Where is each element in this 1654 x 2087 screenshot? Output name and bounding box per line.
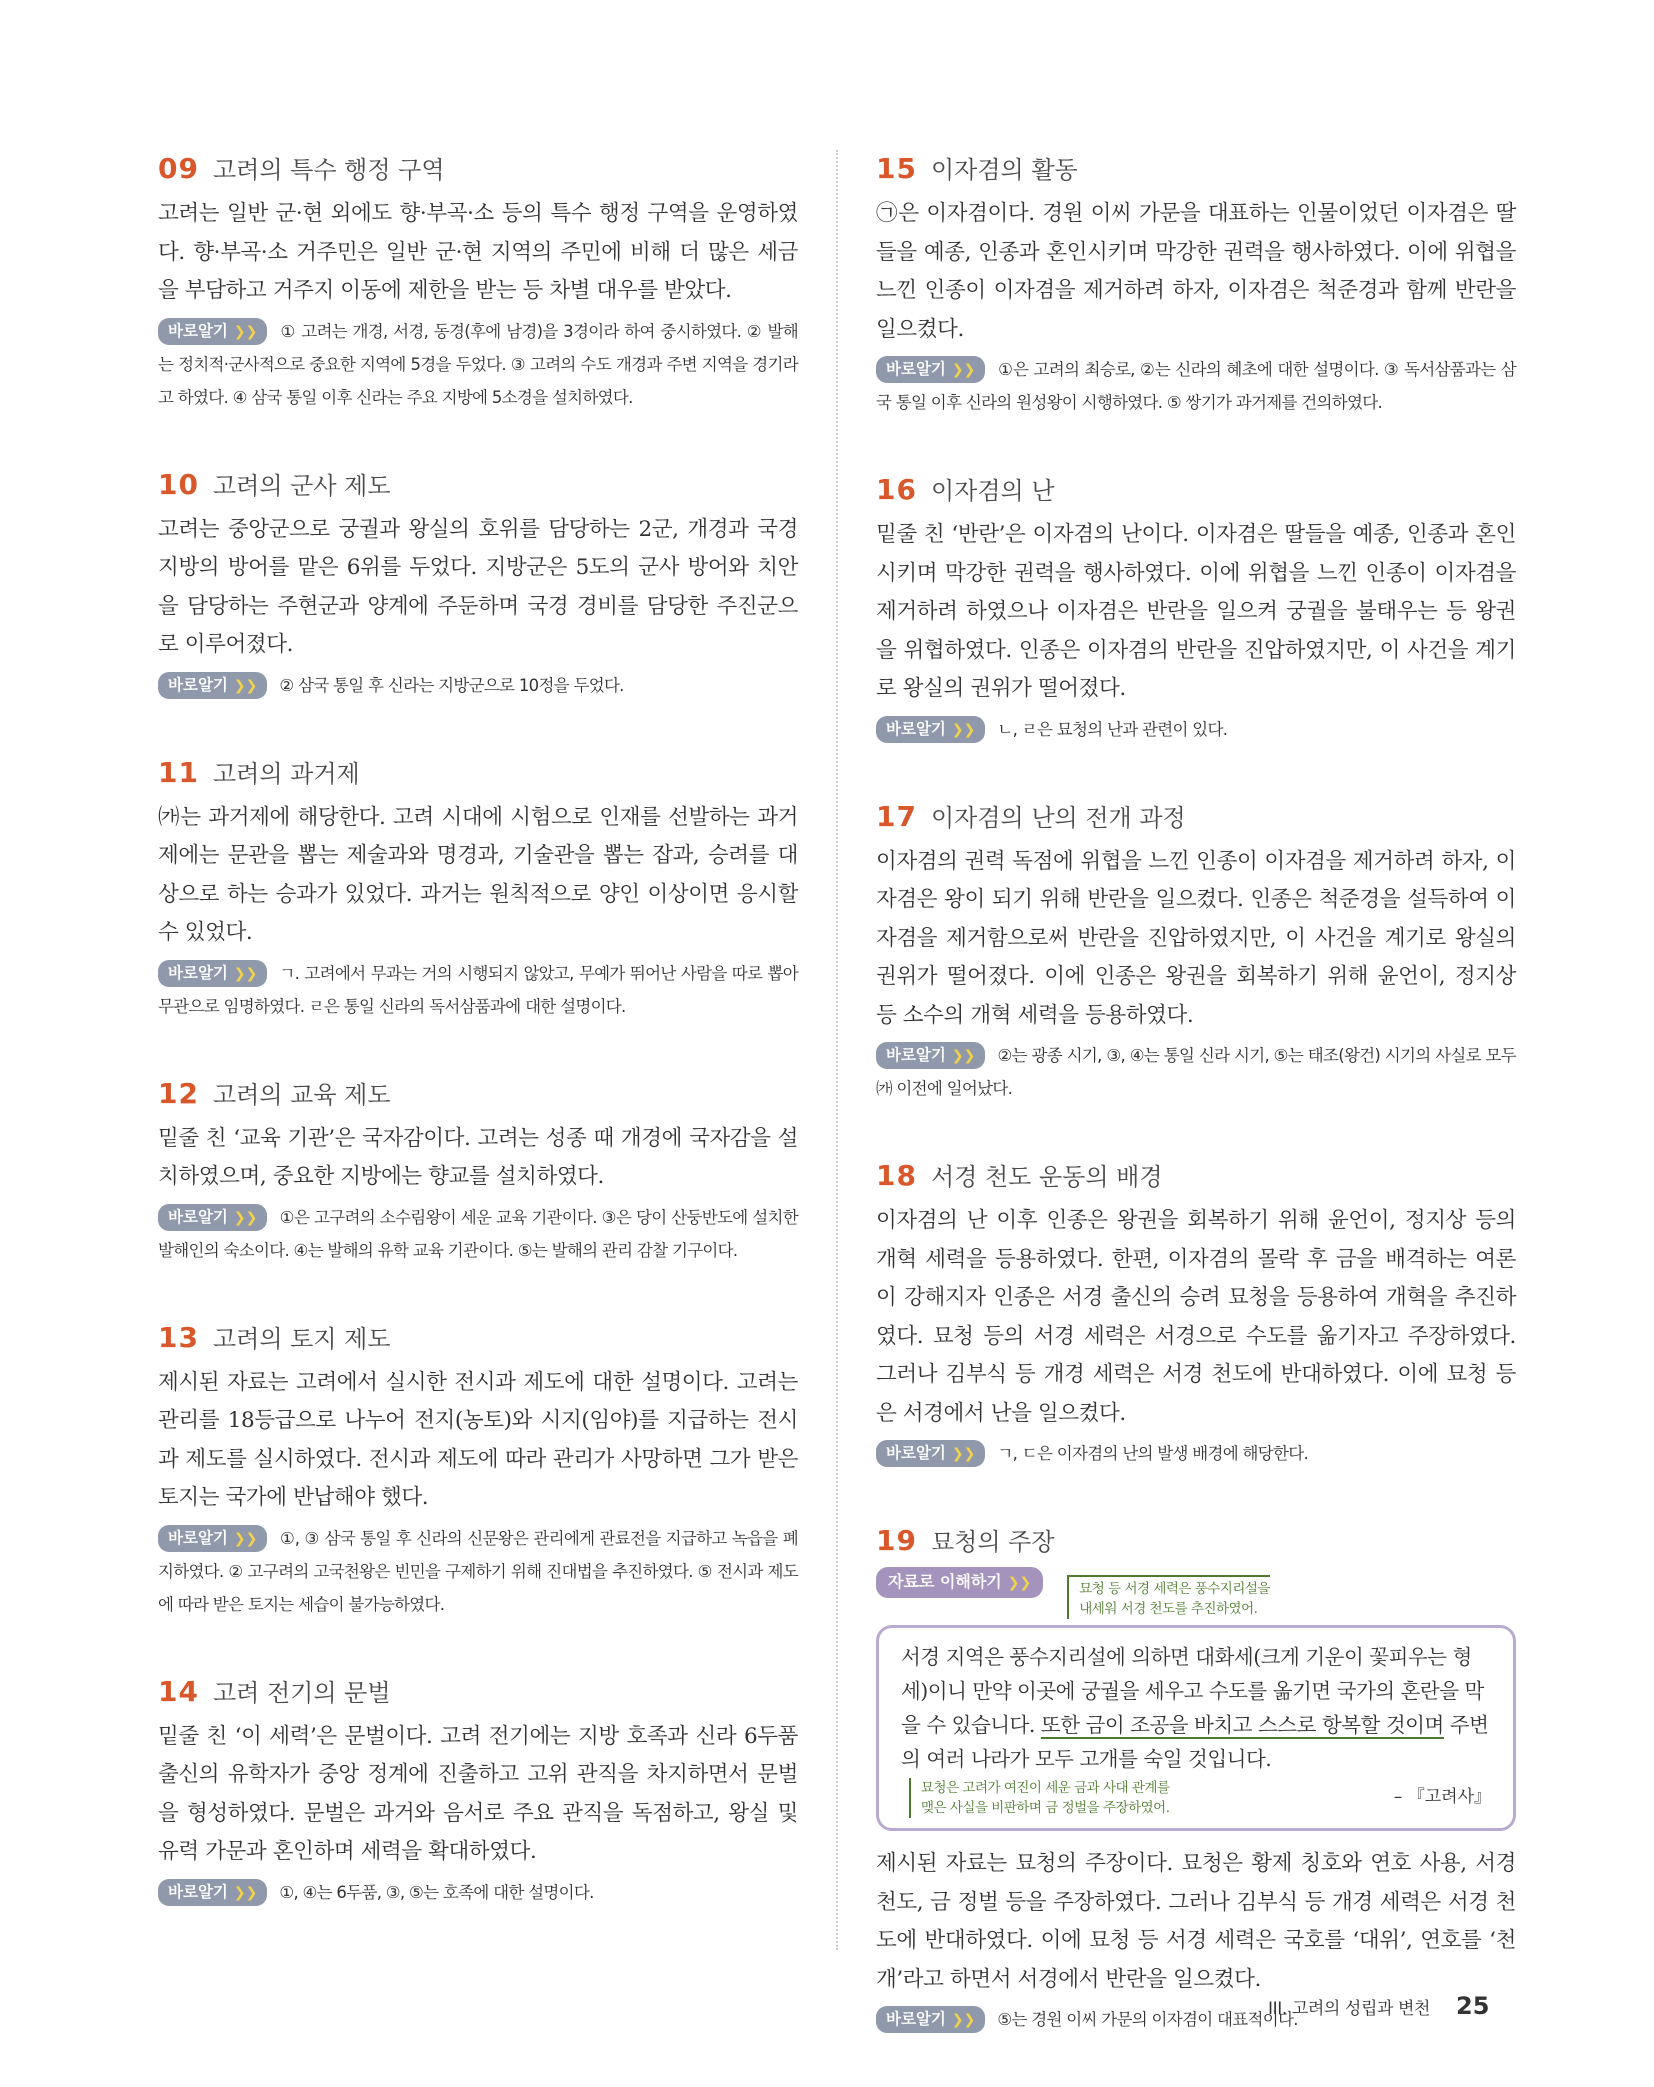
section-16 [876, 471, 1516, 746]
section-body: 이자겸의 권력 독점에 위협을 느낀 인종이 이자겸을 제거하려 하자, 이자겸은 왕이 되기 위해 반란을 일으켰다. 인종은 척준경을 설득하여 이자겸을 제거함으로써 반란을 진압하였지만, 이 사건을 계기로 왕실의 권위가 떨어졌다. 이에 인종은 왕권을 회복하기 위해 윤언이, 정지상 등 소수의 개혁 세력을 등용하였다. [876, 848, 1516, 1028]
answer-note: 바로알기 ❯❯ ㄱ, ㄷ은 이자겸의 난의 발생 배경에 해당한다. [876, 1437, 1516, 1470]
section-title: 고려 전기의 문벌 [212, 1678, 391, 1707]
section-number: 19 [876, 1524, 917, 1557]
source-citation: – 『고려사』 [1393, 1787, 1491, 1807]
section-body: 고려는 중앙군으로 궁궐과 왕실의 호위를 담당하는 2군, 개경과 국경 지방의 방어를 맡은 6위를 두었다. 지방군은 5도의 군사 방어와 치안을 담당하는 주현군과 양계에 주둔하며 국경 경비를 담당한 주진군으로 이루어졌다. [158, 516, 798, 657]
answer-note: 바로알기 ❯❯ ①, ④는 6두품, ③, ⑤는 호족에 대한 설명이다. [158, 1876, 798, 1909]
section-15 [876, 150, 1516, 419]
answer-note: 바로알기 ❯❯ ①은 고구려의 소수림왕이 세운 교육 기관이다. ③은 당이 산둥반도에 설치한 발해인의 숙소이다. ④는 발해의 유학 교육 기관이다. ⑤는 발해의 관리 감찰 기구이다. [158, 1201, 798, 1267]
understand-source-badge: 자료로 이해하기 ❯❯ [876, 1567, 1043, 1598]
column-divider [836, 150, 838, 1950]
double-chevron-icon: ❯❯ [233, 1884, 258, 1901]
section-body: ㈎는 과거제에 해당한다. 고려 시대에 시험으로 인재를 선발하는 과거제에는 문관을 뽑는 제술과와 명경과, 기술관을 뽑는 잡과, 승려를 대상으로 하는 승과가 있었다. 과거는 원칙적으로 양인 이상이면 응시할 수 있었다. [158, 804, 798, 945]
baro-algi-badge: 바로알기 ❯❯ [876, 716, 985, 743]
double-chevron-icon: ❯❯ [951, 1446, 976, 1462]
baro-algi-badge: 바로알기 ❯❯ [158, 672, 267, 699]
underlined-phrase: 또한 금이 조공을 바치고 스스로 항복할 것이며 [1040, 1713, 1444, 1737]
answer-note: 바로알기 ❯❯ ②는 광종 시기, ③, ④는 통일 신라 시기, ⑤는 태조(왕건) 시기의 사실로 모두 ㈎ 이전에 일어났다. [876, 1039, 1516, 1105]
baro-algi-badge: 바로알기 ❯❯ [876, 2006, 985, 2033]
section-19 [876, 1522, 1516, 2036]
answer-note: 바로알기 ❯❯ ① 고려는 개경, 서경, 동경(후에 남경)을 3경이라 하여 중시하였다. ② 발해는 정치적·군사적으로 중요한 지역에 5경을 두었다. ③ 고려의 수도 개경과 주변 지역을 경기라고 하였다. ④ 삼국 통일 이후 신라는 주요 지방에 5소경을 설치하였다. [158, 315, 798, 414]
source-quote-box [876, 1625, 1516, 1831]
section-body: 밑줄 친 ‘반란’은 이자겸의 난이다. 이자겸은 딸들을 예종, 인종과 혼인시키며 막강한 권력을 행사하였다. 이에 위협을 느낀 인종이 이자겸을 제거하려 하였으나 이자겸은 반란을 일으켜 궁궐을 불태우는 등 왕권을 위협하였다. 인종은 이자겸의 반란을 진압하였지만, 이 사건을 계기로 왕실의 권위가 떨어졌다. [876, 522, 1516, 701]
section-13 [158, 1319, 798, 1621]
double-chevron-icon: ❯❯ [233, 677, 258, 694]
source-quote: 서경 지역은 풍수지리설에 의하면 대화세(크게 기운이 꽃피우는 형세)이니 만약 이곳에 궁궐을 세우고 수도를 옮기면 국가의 혼란을 막을 수 있습니다. 또한 금이 조공을 바치고 스스로 항복할 것이며 주변의 여러 나라가 모두 고개를 숙일 것입니다. [901, 1645, 1489, 1771]
double-chevron-icon: ❯❯ [233, 323, 258, 340]
section-body: 고려는 일반 군·현 외에도 향·부곡·소 등의 특수 행정 구역을 운영하였다. 향·부곡·소 거주민은 일반 군·현 지역의 주민에 비해 더 많은 세금을 부담하고 거주지 이동에 제한을 받는 등 차별 대우를 받았다. [158, 201, 798, 303]
section-number: 15 [876, 152, 917, 185]
answer-note: 바로알기 ❯❯ ①, ③ 삼국 통일 후 신라의 신문왕은 관리에게 관료전을 지급하고 녹읍을 폐지하였다. ② 고구려의 고국천왕은 빈민을 구제하기 위해 진대법을 추진하였다. ⑤ 전시과 제도에 따라 받은 토지는 세습이 불가능하였다. [158, 1522, 798, 1621]
section-body: 제시된 자료는 묘청의 주장이다. 묘청은 황제 칭호와 연호 사용, 서경 천도, 금 정벌 등을 주장하였다. 그러나 김부식 등 개경 세력은 서경 천도에 반대하였다. 이에 묘청 등 서경 세력은 국호를 ‘대위’, 연호를 ‘천개’라고 하면서 서경에서 반란을 일으켰다. [876, 1851, 1516, 1992]
double-chevron-icon: ❯❯ [1007, 1575, 1032, 1591]
section-title: 이자겸의 난 [930, 477, 1055, 505]
section-title: 이자겸의 난의 전개 과정 [930, 803, 1186, 832]
section-14 [158, 1673, 798, 1909]
section-title: 고려의 과거제 [212, 759, 360, 788]
section-number: 11 [158, 755, 199, 789]
baro-algi-badge: 바로알기 ❯❯ [876, 356, 985, 383]
answer-note: 바로알기 ❯❯ ② 삼국 통일 후 신라는 지방군으로 10정을 두었다. [158, 669, 798, 702]
section-number: 14 [158, 1674, 199, 1708]
baro-algi-badge: 바로알기 ❯❯ [158, 1525, 267, 1552]
page-number: 25 [1456, 1992, 1490, 2020]
section-title: 고려의 교육 제도 [212, 1080, 391, 1109]
section-title: 묘청의 주장 [930, 1528, 1055, 1556]
section-title: 고려의 토지 제도 [212, 1324, 391, 1353]
section-number: 17 [876, 799, 917, 833]
annotation-top: 묘청 등 서경 세력은 풍수지리설을 내세워 서경 천도를 추진하였어. [1067, 1575, 1270, 1619]
section-18 [876, 1157, 1516, 1470]
baro-algi-badge: 바로알기 ❯❯ [158, 960, 267, 987]
section-number: 18 [876, 1159, 917, 1192]
page-footer [1268, 1992, 1489, 2020]
section-body: 밑줄 친 ‘이 세력’은 문벌이다. 고려 전기에는 지방 호족과 신라 6두품 출신의 유학자가 중앙 정계에 진출하고 고위 관직을 차지하면서 문벌을 형성하였다. 문벌은 과거와 음서로 주요 관직을 독점하고, 왕실 및 유력 가문과 혼인하며 세력을 확대하였다. [158, 1723, 798, 1864]
section-number: 09 [158, 152, 199, 185]
annotation-bottom: 묘청은 고려가 여진이 세운 금과 사대 관계를 맺은 사실을 비판하며 금 정벌을 주장하였어. [909, 1778, 1170, 1818]
section-number: 12 [158, 1076, 199, 1110]
answer-note: 바로알기 ❯❯ ①은 고려의 최승로, ②는 신라의 혜초에 대한 설명이다. ③ 독서삼품과는 삼국 통일 이후 신라의 원성왕이 시행하였다. ⑤ 쌍기가 과거제를 건의하였다. [876, 353, 1516, 419]
answer-note: 바로알기 ❯❯ ⑤는 경원 이씨 가문의 이자겸이 대표적이다. [876, 2003, 1516, 2036]
answer-note: 바로알기 ❯❯ ㄴ, ㄹ은 묘청의 난과 관련이 있다. [876, 713, 1516, 746]
section-12 [158, 1075, 798, 1267]
section-body: ㉠은 이자겸이다. 경원 이씨 가문을 대표하는 인물이었던 이자겸은 딸들을 예종, 인종과 혼인시키며 막강한 권력을 행사하였다. 이에 위협을 느낀 인종이 이자겸을 제거하려 하자, 이자겸은 척준경과 함께 반란을 일으켰다. [876, 201, 1516, 342]
section-title: 서경 천도 운동의 배경 [930, 1163, 1163, 1191]
section-number: 10 [158, 467, 199, 501]
baro-algi-badge: 바로알기 ❯❯ [158, 318, 267, 345]
section-09 [158, 150, 798, 414]
baro-algi-badge: 바로알기 ❯❯ [158, 1204, 267, 1231]
double-chevron-icon: ❯❯ [951, 2012, 976, 2028]
section-11 [158, 754, 798, 1023]
section-10 [158, 466, 798, 702]
double-chevron-icon: ❯❯ [233, 1209, 258, 1226]
section-17 [876, 798, 1516, 1106]
double-chevron-icon: ❯❯ [951, 1048, 976, 1064]
section-body: 밑줄 친 ‘교육 기관’은 국자감이다. 고려는 성종 때 개경에 국자감을 설치하였으며, 중요한 지방에는 향교를 설치하였다. [158, 1125, 798, 1189]
section-number: 13 [158, 1320, 199, 1354]
section-number: 16 [876, 473, 917, 506]
double-chevron-icon: ❯❯ [951, 721, 976, 738]
section-title: 고려의 군사 제도 [212, 471, 391, 500]
section-body: 이자겸의 난 이후 인종은 왕권을 회복하기 위해 윤언이, 정지상 등의 개혁 세력을 등용하였다. 한편, 이자겸의 몰락 후 금을 배격하는 여론이 강해지자 인종은 서경 출신의 승려 묘청을 등용하여 개혁을 추진하였다. 묘청 등의 서경 세력은 서경으로 수도를 옮기자고 주장하였다. 그러나 김부식 등 개경 세력은 서경 천도에 반대하였다. 이에 묘청 등은 서경에서 난을 일으켰다. [876, 1208, 1516, 1426]
double-chevron-icon: ❯❯ [233, 1530, 258, 1547]
baro-algi-badge: 바로알기 ❯❯ [876, 1440, 985, 1467]
section-body: 제시된 자료는 고려에서 실시한 전시과 제도에 대한 설명이다. 고려는 관리를 18등급으로 나누어 전지(농토)와 시지(임야)를 지급하는 전시과 제도를 실시하였다. 전시과 제도에 따라 관리가 사망하면 그가 받은 토지는 국가에 반납해야 했다. [158, 1369, 798, 1510]
double-chevron-icon: ❯❯ [233, 965, 258, 982]
answer-note: 바로알기 ❯❯ ㄱ. 고려에서 무과는 거의 시행되지 않았고, 무예가 뛰어난 사람을 따로 뽑아 무관으로 임명하였다. ㄹ은 통일 신라의 독서삼품과에 대한 설명이다. [158, 957, 798, 1023]
baro-algi-badge: 바로알기 ❯❯ [158, 1879, 267, 1906]
section-title: 이자겸의 활동 [930, 156, 1078, 184]
left-column [158, 150, 798, 1961]
right-column [876, 150, 1516, 2087]
chapter-label: III. 고려의 성립과 변천 [1268, 1999, 1431, 2019]
section-title: 고려의 특수 행정 구역 [212, 156, 445, 184]
baro-algi-badge: 바로알기 ❯❯ [876, 1042, 985, 1069]
double-chevron-icon: ❯❯ [951, 362, 976, 378]
